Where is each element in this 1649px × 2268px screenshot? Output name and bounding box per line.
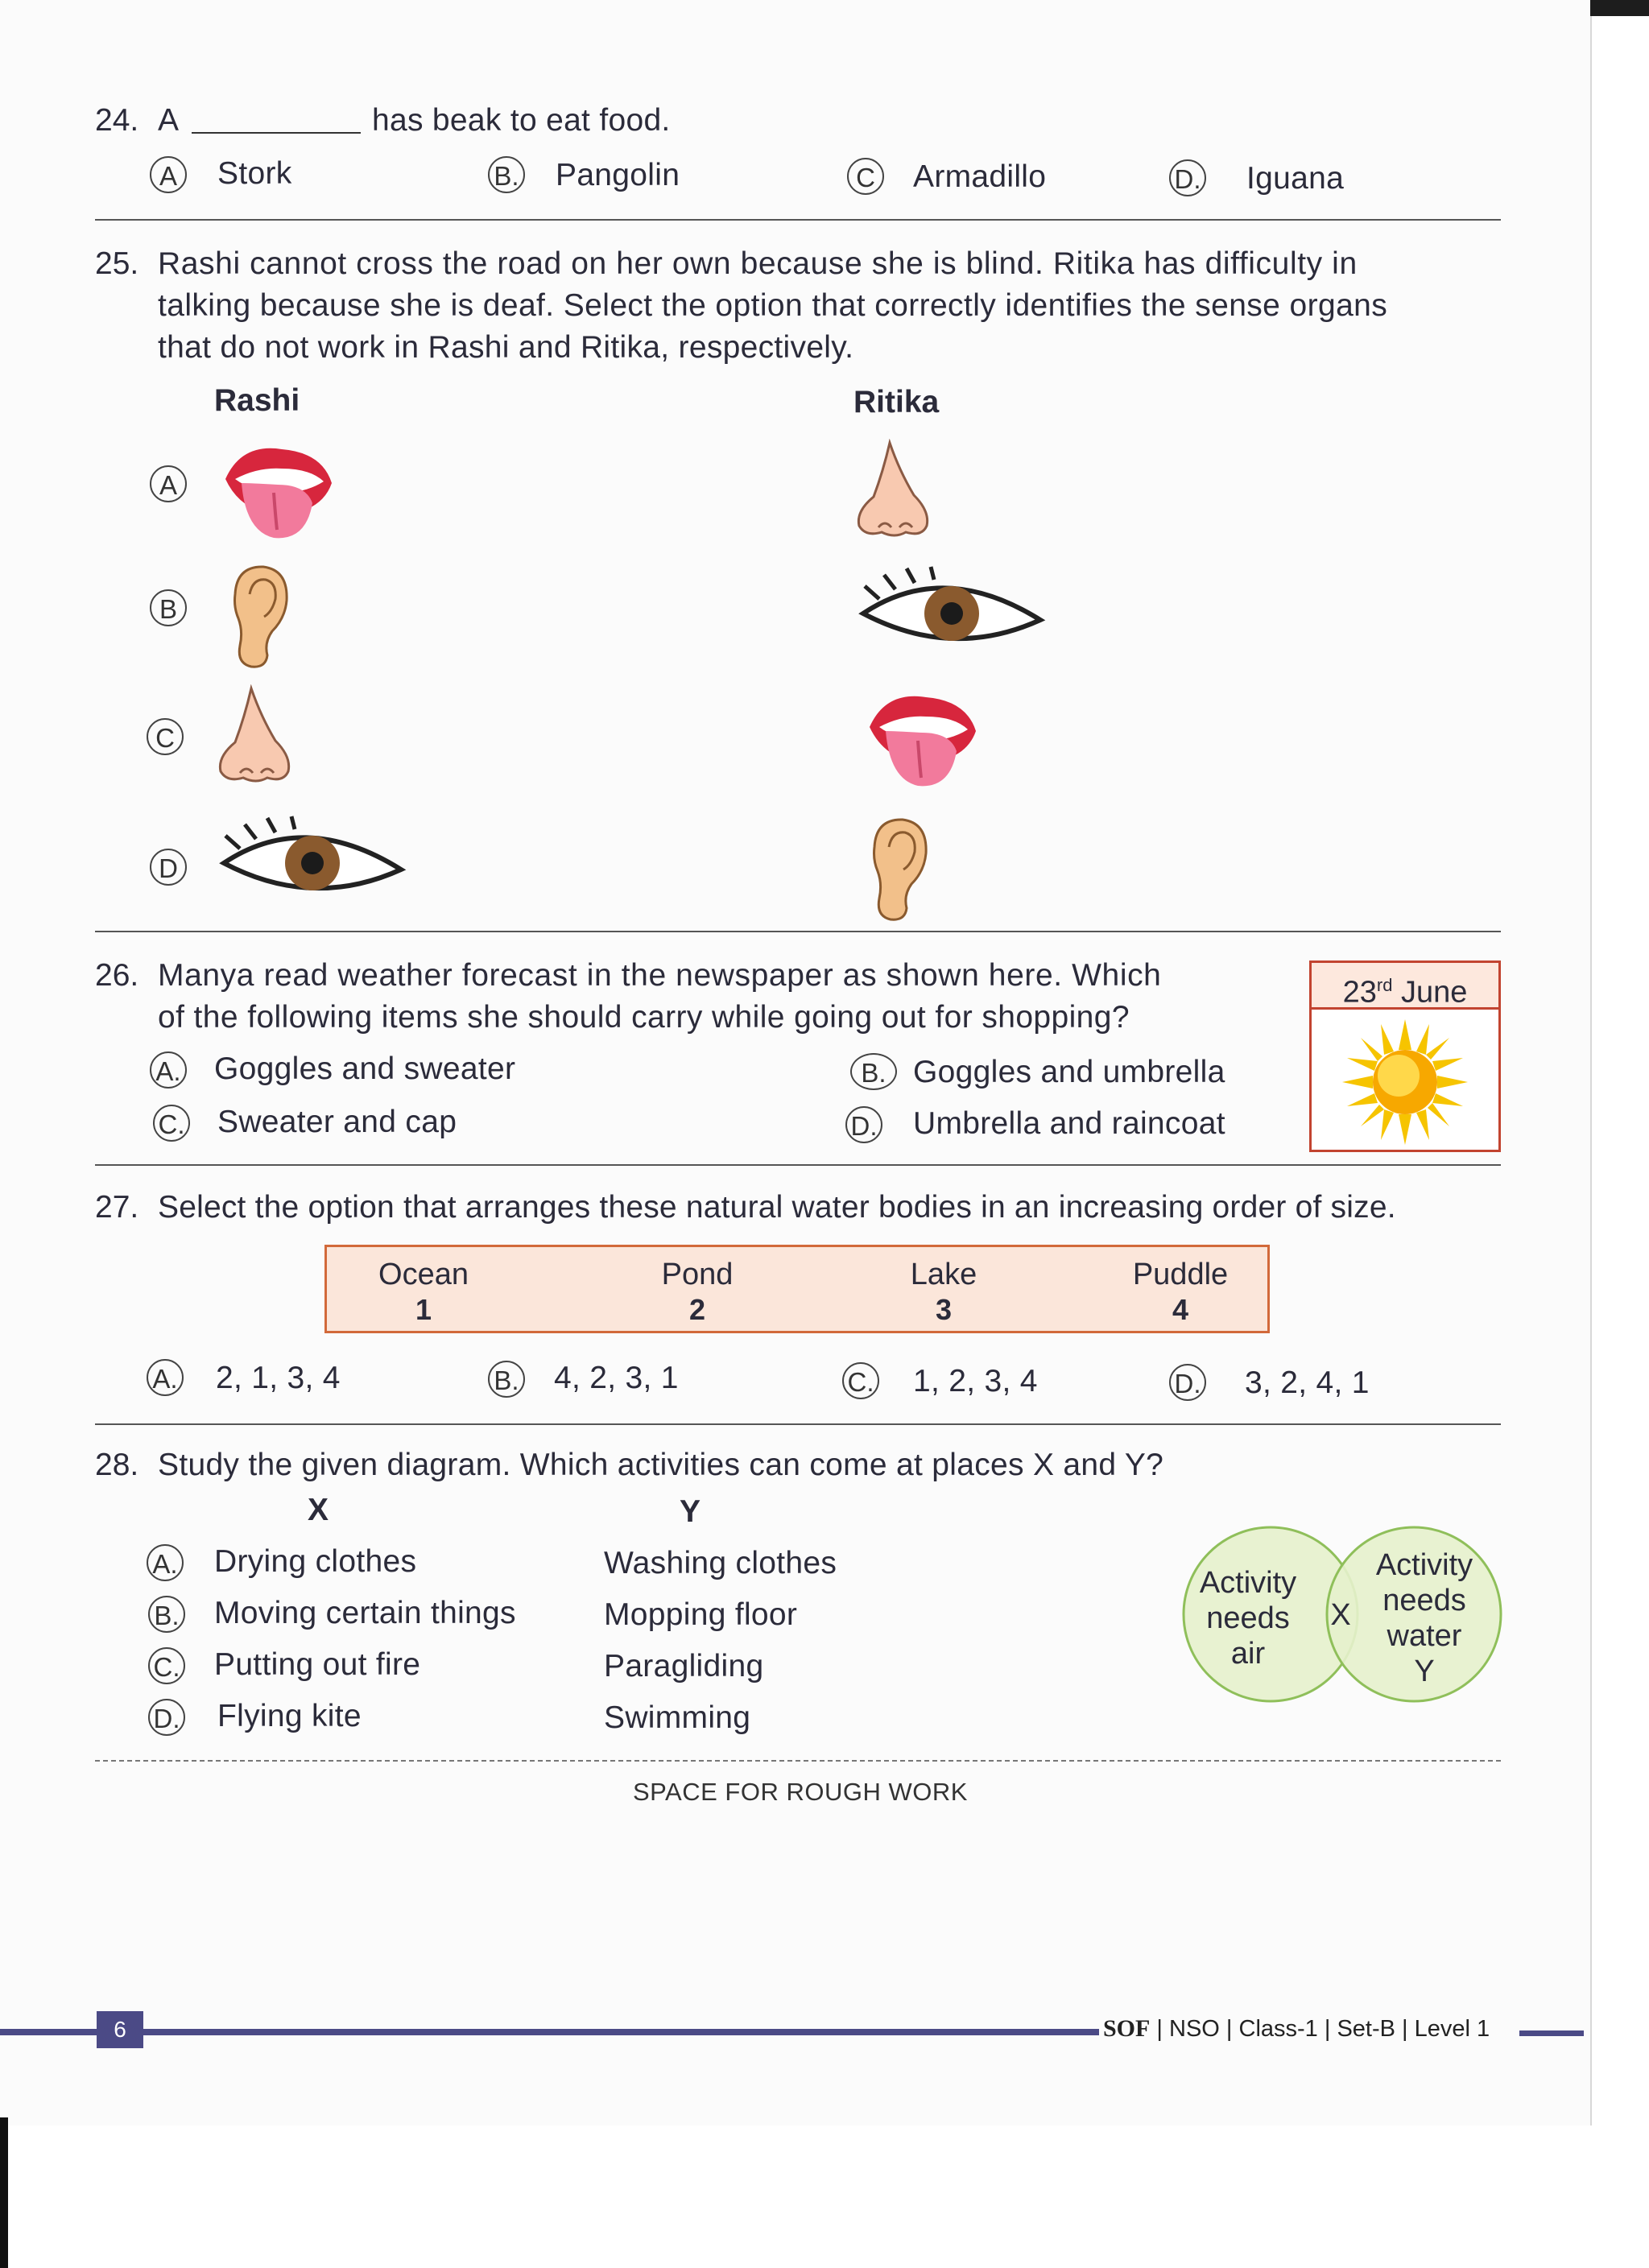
- water-body-name: Puddle: [1132, 1258, 1229, 1291]
- q24-option-c[interactable]: Armadillo: [913, 159, 1047, 194]
- q28-text: Study the given diagram. Which activities can come at places X and Y?: [158, 1448, 1164, 1482]
- water-body-ocean: [343, 1257, 504, 1328]
- q25-line-2: talking because she is deaf. Select the option that correctly identifies the sense organs: [158, 288, 1388, 323]
- divider: [95, 1164, 1501, 1166]
- venn-right-line: Activity: [1375, 1548, 1473, 1582]
- venn-right-line: water: [1387, 1619, 1462, 1653]
- q27-option-a-marker[interactable]: A.: [147, 1359, 184, 1396]
- q28-number: 28.: [95, 1448, 139, 1482]
- q26-option-a-marker[interactable]: A.: [150, 1051, 187, 1089]
- water-body-number: 1: [415, 1293, 432, 1326]
- q27-option-c[interactable]: 1, 2, 3, 4: [913, 1364, 1038, 1398]
- q24-text-pre: A: [158, 103, 180, 138]
- divider: [95, 1423, 1501, 1425]
- venn-left-label: [1192, 1565, 1304, 1671]
- water-body-name: Lake: [910, 1258, 977, 1291]
- divider: [95, 931, 1501, 932]
- q28-option-c-marker[interactable]: C.: [148, 1647, 185, 1684]
- q26-option-b[interactable]: Goggles and umbrella: [913, 1055, 1225, 1089]
- q26-option-a[interactable]: Goggles and sweater: [214, 1051, 516, 1086]
- q28-option-d-x[interactable]: Flying kite: [217, 1699, 362, 1733]
- q25-line-1: Rashi cannot cross the road on her own because she is blind. Ritika has difficulty in: [158, 246, 1358, 281]
- q28-column-y: Y: [680, 1494, 701, 1529]
- q26-line-1: Manya read weather forecast in the newspaper as shown here. Which: [158, 958, 1162, 993]
- water-body-number: 3: [935, 1293, 953, 1326]
- q24-option-d-marker[interactable]: D.: [1169, 159, 1206, 196]
- q28-option-a-marker[interactable]: A.: [147, 1544, 184, 1581]
- q24-option-b[interactable]: Pangolin: [556, 158, 680, 192]
- q25-option-d-marker[interactable]: D: [150, 849, 187, 886]
- weather-date: [1312, 963, 1498, 1010]
- mouth-icon: [217, 435, 338, 547]
- q25-option-c-marker[interactable]: C: [147, 718, 184, 755]
- q24-option-c-marker[interactable]: C: [847, 158, 884, 195]
- weather-forecast-box: [1309, 960, 1501, 1152]
- q28-option-c-x[interactable]: Putting out fire: [214, 1647, 421, 1682]
- q28-option-d-y[interactable]: Swimming: [604, 1700, 751, 1735]
- water-body-name: Ocean: [378, 1258, 469, 1291]
- q27-text: Select the option that arranges these natural water bodies in an increasing order of size.: [158, 1190, 1396, 1225]
- venn-left-line: Activity: [1199, 1566, 1297, 1600]
- footer-bar: [0, 2029, 1099, 2035]
- rough-work-label: SPACE FOR ROUGH WORK: [633, 1778, 968, 1806]
- ear-icon: [219, 562, 291, 671]
- q26-option-b-marker[interactable]: B.: [850, 1053, 897, 1090]
- date-day: 23: [1342, 975, 1377, 1010]
- q27-option-d[interactable]: 3, 2, 4, 1: [1245, 1365, 1370, 1400]
- q24-option-a-marker[interactable]: A: [150, 156, 187, 193]
- q26-number: 26.: [95, 958, 139, 993]
- q28-option-c-y[interactable]: Paragliding: [604, 1649, 764, 1683]
- venn-right-line: Y: [1414, 1655, 1435, 1688]
- q26-option-d[interactable]: Umbrella and raincoat: [913, 1106, 1225, 1141]
- eye-icon: [216, 813, 409, 910]
- q26-line-2: of the following items she should carry while going out for shopping?: [158, 1000, 1130, 1035]
- mouth-icon: [862, 683, 982, 795]
- water-body-number: 4: [1172, 1293, 1189, 1326]
- venn-left-line: needs: [1206, 1601, 1290, 1635]
- q28-option-a-x[interactable]: Drying clothes: [214, 1544, 417, 1579]
- water-body-number: 2: [688, 1293, 706, 1326]
- venn-right-label: [1364, 1547, 1485, 1689]
- footer-info: [1103, 2015, 1490, 2043]
- ear-icon: [858, 815, 931, 923]
- q27-option-c-marker[interactable]: C.: [842, 1362, 879, 1399]
- footer-details: | NSO | Class-1 | Set-B | Level 1: [1156, 2016, 1490, 2042]
- q26-option-d-marker[interactable]: D.: [845, 1106, 882, 1143]
- q24-option-b-marker[interactable]: B.: [488, 156, 525, 193]
- q24-blank: [192, 132, 361, 134]
- rough-work-divider: [95, 1760, 1501, 1762]
- q27-option-d-marker[interactable]: D.: [1169, 1364, 1206, 1401]
- q28-column-x: X: [308, 1493, 329, 1527]
- water-body-puddle: [1100, 1257, 1261, 1328]
- eye-icon: [855, 564, 1048, 660]
- q25-column-ritika: Ritika: [853, 385, 940, 419]
- q28-option-b-x[interactable]: Moving certain things: [214, 1596, 516, 1630]
- footer-bar-right: [1519, 2030, 1584, 2036]
- divider: [95, 219, 1501, 221]
- water-body-lake: [863, 1257, 1024, 1328]
- date-suffix: rd: [1376, 975, 1393, 995]
- q25-column-rashi: Rashi: [214, 383, 300, 418]
- q25-line-3: that do not work in Rashi and Ritika, respectively.: [158, 330, 854, 365]
- q28-option-d-marker[interactable]: D.: [148, 1699, 185, 1736]
- q24-text-post: has beak to eat food.: [372, 103, 671, 138]
- q25-option-a-marker[interactable]: A: [150, 465, 187, 502]
- water-bodies-box: [324, 1245, 1270, 1333]
- q27-option-b[interactable]: 4, 2, 3, 1: [554, 1361, 679, 1395]
- q26-option-c-marker[interactable]: C.: [153, 1105, 190, 1142]
- nose-icon: [849, 439, 938, 543]
- venn-left-line: air: [1230, 1637, 1266, 1671]
- q24-number: 24.: [95, 103, 139, 138]
- q28-option-b-y[interactable]: Mopping floor: [604, 1597, 798, 1632]
- venn-right-line: needs: [1382, 1584, 1466, 1617]
- water-body-pond: [617, 1257, 778, 1328]
- q25-number: 25.: [95, 246, 139, 281]
- sof-logo: SOF: [1103, 2015, 1151, 2042]
- q26-option-c[interactable]: Sweater and cap: [217, 1105, 457, 1139]
- q25-option-b-marker[interactable]: B: [150, 589, 187, 626]
- q27-number: 27.: [95, 1190, 139, 1225]
- scan-edge: [0, 2117, 8, 2268]
- q24-option-a[interactable]: Stork: [217, 156, 292, 191]
- date-month: June: [1401, 975, 1468, 1010]
- scan-edge: [1590, 0, 1649, 16]
- q27-option-a[interactable]: 2, 1, 3, 4: [216, 1361, 341, 1395]
- q28-option-b-marker[interactable]: B.: [148, 1596, 185, 1633]
- page-number: 6: [97, 2011, 143, 2048]
- sun-icon: [1341, 1018, 1469, 1146]
- venn-middle-label: X: [1330, 1598, 1351, 1632]
- nose-icon: [211, 684, 300, 789]
- q24-option-d[interactable]: Iguana: [1246, 161, 1345, 196]
- q27-option-b-marker[interactable]: B.: [488, 1361, 525, 1398]
- water-body-name: Pond: [661, 1258, 734, 1291]
- q28-option-a-y[interactable]: Washing clothes: [604, 1546, 837, 1580]
